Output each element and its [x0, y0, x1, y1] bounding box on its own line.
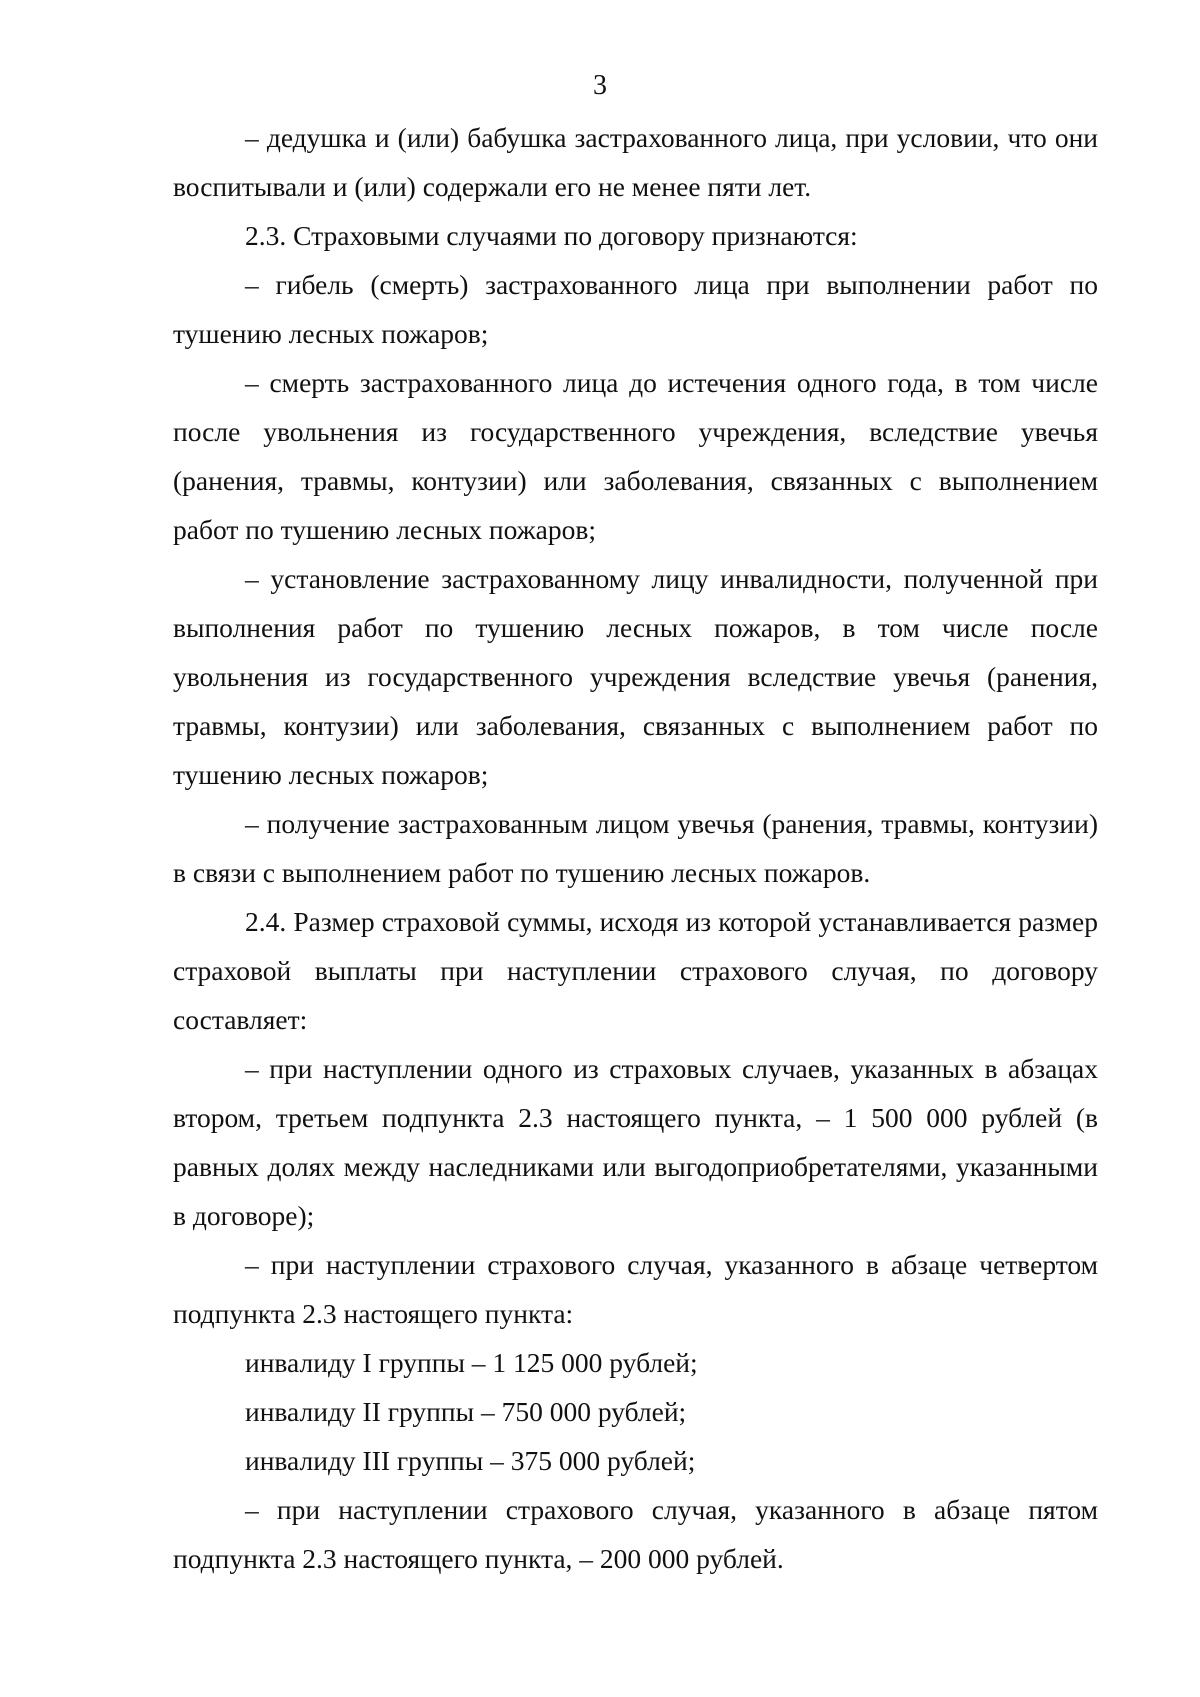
paragraph-case-death-during-work: – гибель (смерть) застрахованного лица при выполнении работ по тушению лесных пожаров; — [173, 269, 1098, 349]
paragraph-sum-disability-intro: – при наступлении страхового случая, указанного в абзаце четвертом подпункта 2.3 настоящего пункта: — [173, 1249, 1098, 1329]
paragraph-case-death-within-year: – смерть застрахованного лица до истечения одного года, в том числе после увольнения из государственного учреждения, вследствие увечья (ранения, травмы, контузии) или заболевания, связанных с выполнением работ по тушению лесных пожаров; — [173, 367, 1098, 545]
paragraph-case-injury: – получение застрахованным лицом увечья (ранения, травмы, контузии) в связи с выполнением работ по тушению лесных пожаров. — [173, 808, 1098, 888]
paragraph-section-2-3-heading: 2.3. Страховыми случаями по договору признаются: — [245, 220, 858, 251]
paragraph-disability-group-2: инвалиду II группы – 750 000 рублей; — [245, 1396, 687, 1427]
paragraph-disability-group-1: инвалиду I группы – 1 125 000 рублей; — [245, 1347, 698, 1378]
paragraph-sum-injury: – при наступлении страхового случая, указанного в абзаце пятом подпункта 2.3 настоящего пункта, – 200 000 рублей. — [173, 1494, 1098, 1574]
paragraph-sum-death: – при наступлении одного из страховых случаев, указанных в абзацах втором, третьем подпункта 2.3 настоящего пункта, – 1 500 000 рублей (в равных долях между наследниками или выгодоприобретателями, указанными в договоре); — [173, 1053, 1098, 1231]
page-number: 3 — [593, 70, 607, 101]
paragraph-section-2-4-heading: 2.4. Размер страховой суммы, исходя из которой устанавливается размер страховой выплаты при наступлении страхового случая, по договору составляет: — [173, 906, 1098, 1035]
paragraph-case-disability: – установление застрахованному лицу инвалидности, полученной при выполнения работ по тушению лесных пожаров, в том числе после увольнения из государственного учреждения вследствие увечья (ранения, травмы, контузии) или заболевания, связанных с выполнением работ по тушению лесных пожаров; — [173, 563, 1098, 790]
document-body — [173, 113, 1098, 1583]
paragraph-disability-group-3: инвалиду III группы – 375 000 рублей; — [245, 1445, 696, 1476]
paragraph-grandparents: – дедушка и (или) бабушка застрахованного лица, при условии, что они воспитывали и (или) содержали его не менее пяти лет. — [173, 122, 1098, 202]
